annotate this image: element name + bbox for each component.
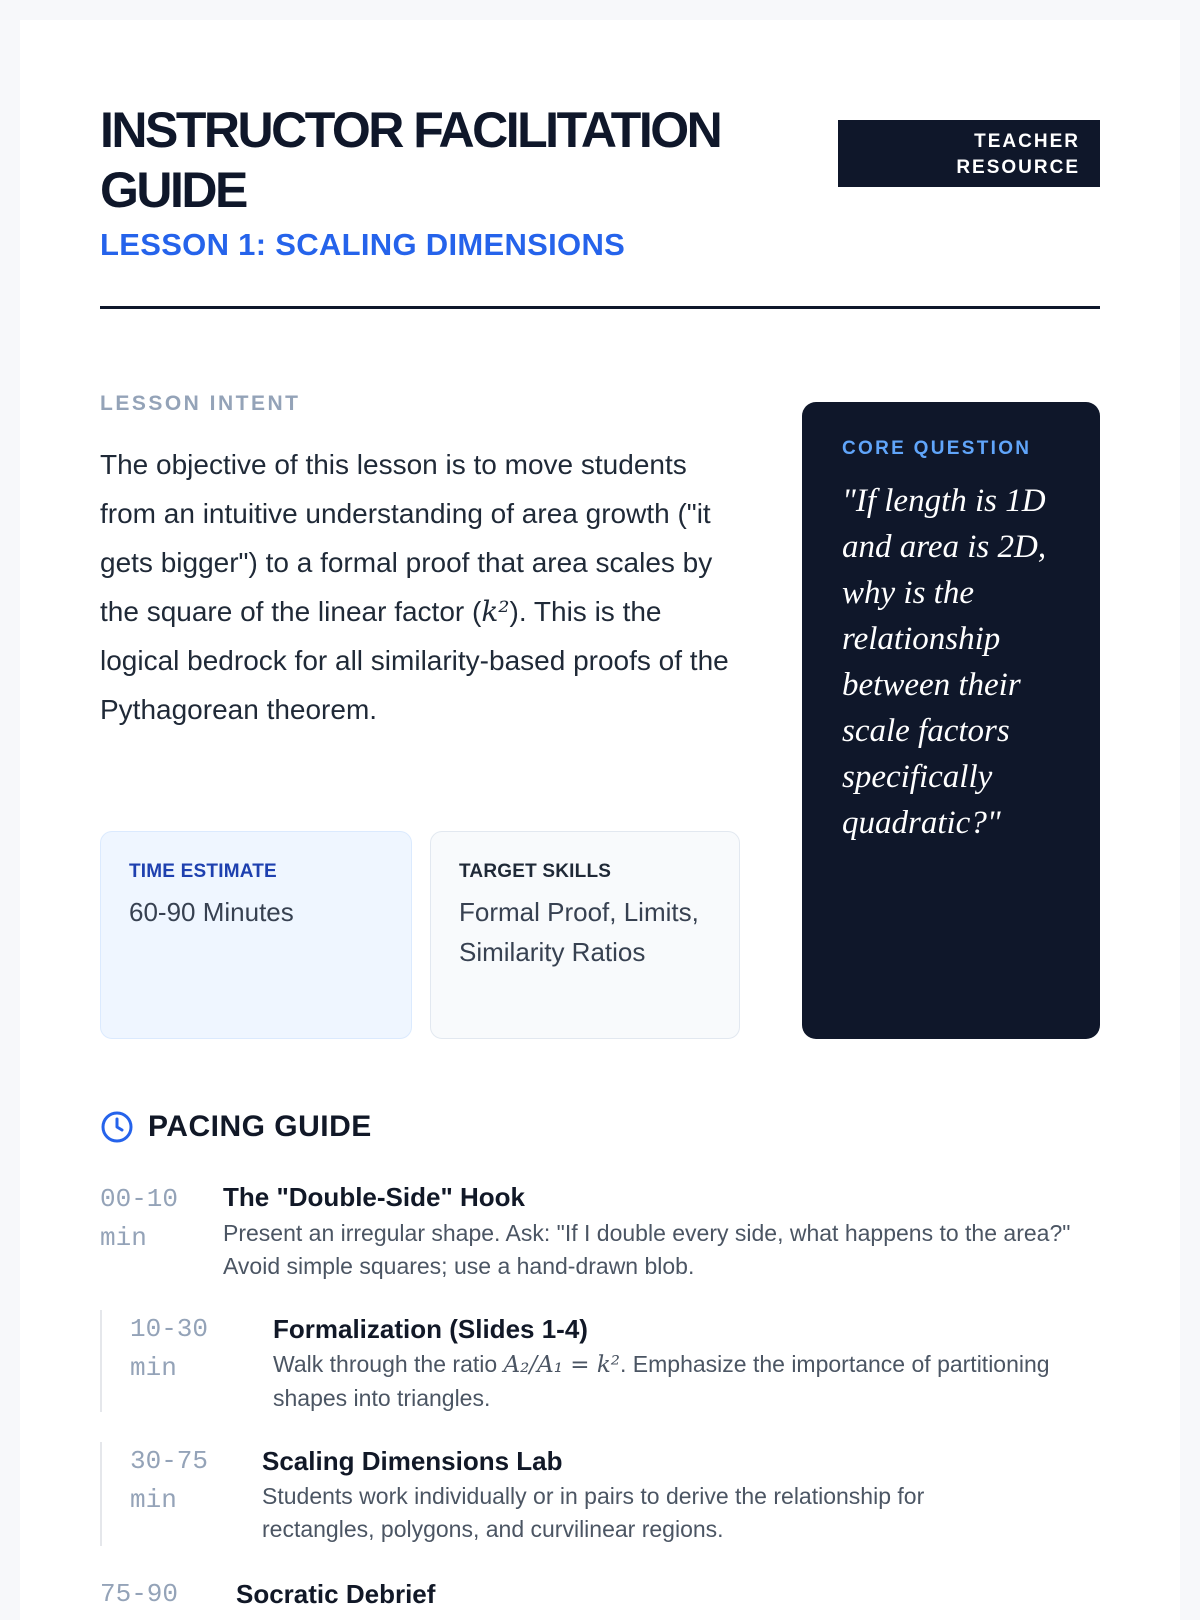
teacher-resource-badge — [838, 120, 1100, 187]
pacing-item — [100, 1575, 1100, 1615]
header-divider — [100, 306, 1100, 309]
intent-text-part1: The objective of this lesson is to move students from an intuitive understanding of area growth ("it gets bigger") to a formal proof that area scales by the square of the linear factor ( — [100, 449, 713, 627]
pacing-time — [130, 1442, 240, 1520]
lesson-subtitle: LESSON 1: SCALING DIMENSIONS — [100, 227, 626, 262]
pacing-time-range: 75-90 — [100, 1579, 179, 1609]
badge-line-1: TEACHER — [974, 131, 1080, 152]
pacing-timeline-bar — [100, 1442, 102, 1546]
pacing-time-unit: min — [130, 1485, 177, 1515]
target-skills-card — [430, 831, 740, 1039]
lesson-intent-heading: LESSON INTENT — [100, 392, 301, 415]
pacing-time-range: 10-30 — [130, 1314, 209, 1344]
document-page — [20, 20, 1180, 1620]
pacing-title: Formalization (Slides 1-4) — [273, 1314, 588, 1344]
time-estimate-label: TIME ESTIMATE — [129, 861, 277, 882]
intent-text-part2: ). This is the logical bedrock for all similarity-based proofs of the Pythagorean theorem. — [100, 596, 729, 725]
pacing-desc: Present an irregular shape. Ask: "If I double every side, what happens to the area?" Avoid simple squares; use a hand-drawn blob. — [223, 1220, 1071, 1279]
lesson-intent-text — [100, 440, 740, 734]
pacing-item — [100, 1180, 1100, 1290]
pacing-desc: Students work individually or in pairs to derive the relationship for rectangles, polygons, and curvilinear regions. — [262, 1483, 925, 1542]
time-estimate-value: 60-90 Minutes — [129, 897, 294, 927]
time-estimate-card — [100, 831, 412, 1039]
pacing-desc — [273, 1348, 1053, 1415]
pacing-guide-heading — [100, 1110, 372, 1144]
header — [100, 100, 1100, 264]
clock-icon — [100, 1110, 134, 1144]
core-question-quote: "If length is 1D and area is 2D, why is the relationship between their scale factors specifically quadratic?" — [842, 483, 1047, 841]
core-question-label: CORE QUESTION — [842, 438, 1032, 459]
page-title: INSTRUCTOR FACILITATION GUIDE — [100, 102, 721, 218]
pacing-desc-part1: Walk through the ratio — [273, 1351, 504, 1377]
pacing-title: The "Double-Side" Hook — [223, 1182, 525, 1212]
pacing-desc-part2: . Emphasize the importance of partitioning shapes into triangles. — [273, 1351, 1050, 1411]
pacing-item — [100, 1310, 1100, 1422]
pacing-time-range: 00-10 — [100, 1184, 179, 1214]
target-skills-value: Formal Proof, Limits, Similarity Ratios — [459, 897, 699, 967]
pacing-time — [130, 1310, 240, 1388]
badge-line-2: RESOURCE — [956, 157, 1080, 178]
pacing-time-unit: min — [100, 1223, 147, 1253]
pacing-title: Socratic Debrief — [236, 1579, 436, 1609]
pacing-time-unit: min — [130, 1353, 177, 1383]
pacing-time — [100, 1180, 210, 1258]
pacing-time-range: 30-75 — [130, 1446, 209, 1476]
core-question-panel — [802, 402, 1100, 1039]
pacing-item — [100, 1442, 1100, 1554]
pacing-guide-title: PACING GUIDE — [148, 1110, 372, 1143]
intent-math-k-squared: k² — [481, 595, 510, 628]
pacing-title: Scaling Dimensions Lab — [262, 1446, 563, 1476]
target-skills-label: TARGET SKILLS — [459, 861, 612, 882]
pacing-desc-math: A₂/A₁ = k² — [503, 1352, 621, 1378]
pacing-timeline-bar — [100, 1310, 102, 1412]
